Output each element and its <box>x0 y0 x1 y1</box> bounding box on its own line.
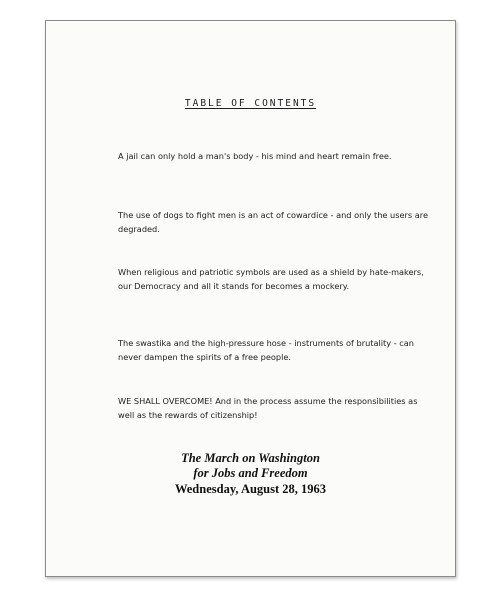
quote-paragraph-1: A jail can only hold a man's body - his mind and heart remain free. <box>118 151 392 161</box>
footer-event-subtitle: for Jobs and Freedom <box>193 466 308 480</box>
footer-event-date: Wednesday, August 28, 1963 <box>174 482 327 496</box>
quote-paragraph-2: The use of dogs to fight men is an act of cowardice - and only the users are degraded. <box>118 210 429 234</box>
page-title-text: TABLE OF CONTENTS <box>184 98 317 109</box>
quote-paragraph-5: WE SHALL OVERCOME! And in the process assume the responsibilities as well as the rewards of citizenship! <box>118 396 418 420</box>
document-page <box>45 20 456 577</box>
quote-paragraph-3: When religious and patriotic symbols are used as a shield by hate-makers, our Democracy and all it stands for becomes a mockery. <box>118 267 424 291</box>
event-footer <box>46 451 455 497</box>
footer-event-name: The March on Washington <box>181 451 320 465</box>
quote-paragraph-4: The swastika and the high-pressure hose - instruments of brutality - can never dampen the spirits of a free people. <box>118 338 414 362</box>
page-title <box>46 98 455 109</box>
